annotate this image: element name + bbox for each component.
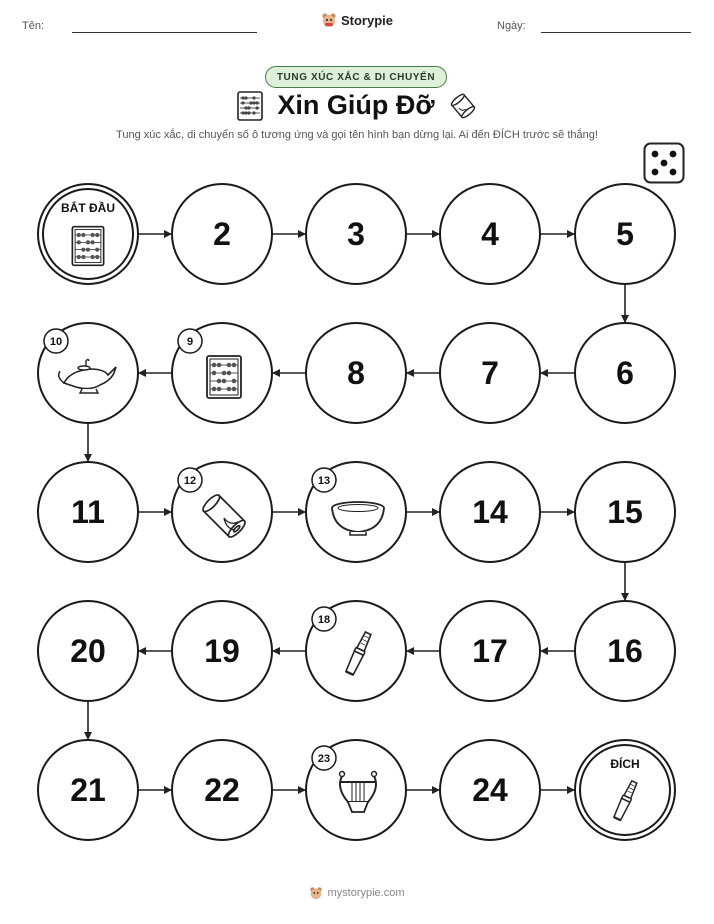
board-space-15[interactable] xyxy=(575,462,675,562)
board-space-24[interactable] xyxy=(440,740,540,840)
board-space-18[interactable] xyxy=(306,601,406,701)
board-space-start[interactable] xyxy=(38,184,138,284)
board-space-6[interactable] xyxy=(575,323,675,423)
space-number: 5 xyxy=(616,216,634,252)
space-number: 3 xyxy=(347,216,365,252)
space-number: 16 xyxy=(607,633,643,669)
board-space-5[interactable] xyxy=(575,184,675,284)
footer xyxy=(0,886,714,903)
activity-tag: TUNG XÚC XẮC & DI CHUYỂN xyxy=(265,66,447,88)
space-number: 24 xyxy=(472,772,508,808)
board-space-finish[interactable] xyxy=(575,740,675,840)
space-number: 21 xyxy=(70,772,106,808)
space-number: 11 xyxy=(71,494,105,530)
date-label: Ngày: xyxy=(497,20,526,32)
space-number: 10 xyxy=(49,336,63,348)
board-space-2[interactable] xyxy=(172,184,272,284)
space-number: 19 xyxy=(204,633,240,669)
space-number: 15 xyxy=(607,494,643,530)
space-number: 9 xyxy=(186,336,194,348)
start-label: BẮT ĐẦU xyxy=(61,201,115,215)
space-number: 18 xyxy=(317,614,331,626)
board-space-9[interactable] xyxy=(172,323,272,423)
board-space-8[interactable] xyxy=(306,323,406,423)
instructions: Tung xúc xắc, di chuyển số ô tương ứng và gọi tên hình bạn dừng lại. Ai đến ĐÍCH trước sẽ thắng! xyxy=(116,129,598,141)
space-number: 12 xyxy=(183,475,197,487)
board-space-7[interactable] xyxy=(440,323,540,423)
space-number: 23 xyxy=(317,753,331,765)
board-space-17[interactable] xyxy=(440,601,540,701)
space-number: 8 xyxy=(347,355,365,391)
board-space-13[interactable] xyxy=(306,462,406,562)
abacus-icon xyxy=(207,356,241,398)
storypie-logo-icon xyxy=(309,886,323,900)
board-space-12[interactable] xyxy=(172,462,272,562)
space-number: 14 xyxy=(472,494,508,530)
space-number: 20 xyxy=(70,633,106,669)
board-space-19[interactable] xyxy=(172,601,272,701)
space-number: 22 xyxy=(204,772,240,808)
board-space-16[interactable] xyxy=(575,601,675,701)
board-space-20[interactable] xyxy=(38,601,138,701)
space-number: 7 xyxy=(481,355,499,391)
board-space-3[interactable] xyxy=(306,184,406,284)
finish-label: ĐÍCH xyxy=(610,757,640,771)
space-number: 6 xyxy=(616,355,634,391)
board-space-4[interactable] xyxy=(440,184,540,284)
space-number: 13 xyxy=(317,475,331,487)
space-number: 17 xyxy=(472,633,508,669)
space-number: 2 xyxy=(213,216,231,252)
footer-url[interactable]: mystorypie.com xyxy=(327,887,405,899)
brand-name: Storypie xyxy=(340,12,393,28)
board-space-11[interactable] xyxy=(38,462,138,562)
board-space-21[interactable] xyxy=(38,740,138,840)
board-space-14[interactable] xyxy=(440,462,540,562)
page-title: Xin Giúp Đỡ xyxy=(277,90,435,120)
name-label: Tên: xyxy=(22,20,45,32)
abacus-icon xyxy=(72,227,103,266)
board-space-22[interactable] xyxy=(172,740,272,840)
board-space-10[interactable] xyxy=(38,323,138,423)
space-number: 4 xyxy=(481,216,499,252)
board-space-23[interactable] xyxy=(306,740,406,840)
